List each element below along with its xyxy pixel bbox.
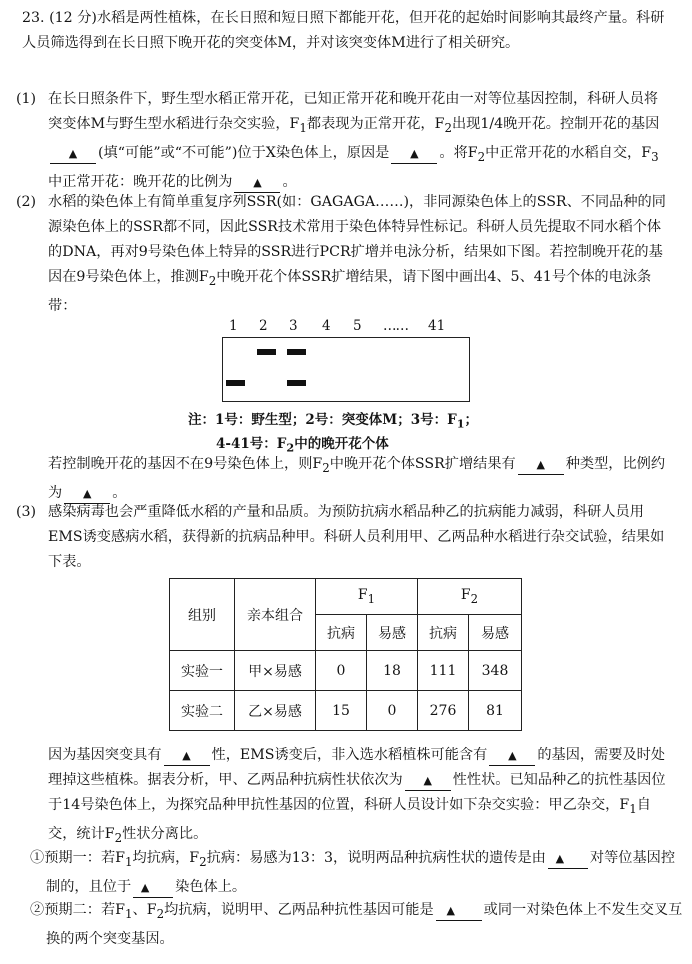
pred-text: ①预期一：若F xyxy=(30,850,125,866)
f2-text: F xyxy=(460,587,471,604)
pred-text: 均抗病，F xyxy=(132,850,200,866)
cell-group: 实验一 xyxy=(170,651,235,691)
pred-text: 或同一对染色体上不发生交叉互换的两个突变基因。 xyxy=(46,902,683,947)
header-f2-suscept: 易感 xyxy=(469,615,522,651)
subscript: 2 xyxy=(156,906,165,921)
part1-text: 都表现为正常开花，F xyxy=(306,116,445,132)
part1-text: 中正常开花的水稻自交，F xyxy=(485,144,652,161)
cell-group: 实验二 xyxy=(170,691,235,731)
cell-parents: 乙×易感 xyxy=(235,691,316,731)
table-row xyxy=(170,691,522,731)
part2-after-paragraph xyxy=(48,452,670,506)
note-text: 注：1号：野生型；2号：突变体M；3号：F xyxy=(188,412,457,428)
header-f1-suscept: 易感 xyxy=(367,615,418,651)
gel-band-lane3-lower xyxy=(287,380,306,386)
part1-text: 中正常开花：晚开花的比例为 xyxy=(48,173,233,190)
gel-band-lane3-upper xyxy=(287,349,306,355)
cell-f2-resist: 276 xyxy=(418,691,469,731)
cell-f1-suscept: 0 xyxy=(367,691,418,731)
part1-paragraph xyxy=(16,87,670,195)
blank-triangle-icon: ▲ xyxy=(253,175,262,189)
part3-text: 性，EMS诱变后，非入选水稻植株可能含有 xyxy=(211,747,488,763)
lane-label: 1 xyxy=(229,318,238,334)
blank-triangle-icon: ▲ xyxy=(82,486,92,500)
question-intro xyxy=(22,6,670,56)
header-f2 xyxy=(418,579,522,615)
subscript: 2 xyxy=(470,591,479,606)
part3-text: 的基因，需要及时处理掉这些植株。据表分析，甲、乙两品种抗病性状依次为 xyxy=(48,747,666,788)
note-text: 中的晚开花个体 xyxy=(294,435,389,452)
answer-blank[interactable] xyxy=(548,849,588,869)
answer-blank[interactable] xyxy=(133,878,173,898)
header-f1-resist: 抗病 xyxy=(316,615,367,651)
lane-label: 41 xyxy=(428,318,446,334)
subscript: 1 xyxy=(367,591,376,606)
part3-after-paragraph xyxy=(48,743,670,851)
part1-text: 出现1/4晚开花。控制开花的基因 xyxy=(451,116,660,132)
part2-text: 中晚开花个体SSR扩增结果，请下图中画出4、5、41号个体的电泳条带： xyxy=(48,269,652,314)
cell-parents: 甲×易感 xyxy=(235,651,316,691)
part1-label: (1) xyxy=(16,91,37,107)
gel-band-lane2 xyxy=(257,349,276,355)
part2-label: (2) xyxy=(16,194,37,210)
prediction-1 xyxy=(30,846,686,900)
lane-label: 4 xyxy=(322,318,331,334)
lane-label: …… xyxy=(383,318,408,334)
blank-triangle-icon: ▲ xyxy=(140,880,150,894)
cell-f1-resist: 0 xyxy=(316,651,367,691)
blank-triangle-icon: ▲ xyxy=(508,749,517,762)
header-parents: 亲本组合 xyxy=(235,579,316,651)
part2-text: 若控制晚开花的基因不在9号染色体上，则F xyxy=(48,456,323,472)
subscript: 1 xyxy=(124,906,133,921)
pred-text: 抗病：易感为13：3，说明两品种抗病性状的遗传是由 xyxy=(206,850,546,866)
part3-text: 性性状。已知品种乙的抗性基因位于14号染色体上，为探究品种甲抗性基因的位置，科研人员设计如下杂交实验：甲乙杂交，F xyxy=(48,772,666,813)
table-row xyxy=(170,651,522,691)
cell-f2-suscept: 348 xyxy=(469,651,522,691)
part2-text: 中晚开花个体SSR扩增结果有 xyxy=(329,456,516,472)
part1-text: 在长日照条件下，野生型水稻正常开花，已知正常开花和晚开花由一对等位基因控制，科研人员将突变体M与野生型水稻进行杂交实验，F xyxy=(48,91,659,132)
prediction-2 xyxy=(30,898,686,952)
lane-label: 5 xyxy=(353,318,362,334)
part1-text: (填“可能”或“不可能”)位于X染色体上，原因是 xyxy=(98,144,390,161)
header-f1 xyxy=(316,579,418,615)
gel-note-line1 xyxy=(188,410,568,434)
answer-blank[interactable] xyxy=(489,746,535,766)
pred-text: 对等位基因控制的，且位于 xyxy=(46,850,676,895)
electrophoresis-gel xyxy=(222,337,470,402)
cell-f1-suscept: 18 xyxy=(367,651,418,691)
answer-blank[interactable] xyxy=(405,771,451,791)
part1-text: 。 xyxy=(282,173,297,190)
blank-triangle-icon: ▲ xyxy=(423,774,432,787)
part2-text: 。 xyxy=(112,484,127,501)
header-f2-resist: 抗病 xyxy=(418,615,469,651)
part3-paragraph xyxy=(16,500,670,575)
answer-blank[interactable] xyxy=(50,144,96,164)
part3-text: 感染病毒也会严重降低水稻的产量和品质。为预防抗病水稻品种乙的抗病能力减弱，科研人员用EMS诱变感病水稻，获得新的抗病品种甲。科研人员利用甲、乙两品种水稻进行杂交试验，结果如下表。 xyxy=(48,504,665,570)
f1-text: F xyxy=(357,587,368,604)
header-group: 组别 xyxy=(170,579,235,651)
subscript: 1 xyxy=(124,854,133,869)
answer-blank[interactable] xyxy=(164,746,210,766)
part2-text: 水稻的染色体上有简单重复序列SSR(如：GAGAGA……)，非同源染色体上的SSR、不同品种的同源染色体上的SSR都不同，因此SSR技术常用于染色体特异性标记。科研人员先提取不同水稻个体的DNA，再对9号染色体上特异的SSR进行PCR扩增并电泳分析，结果如下图。若控制晚开花的基因在9号染色体上，推测F xyxy=(48,194,666,285)
blank-triangle-icon: ▲ xyxy=(536,458,545,471)
part3-label: (3) xyxy=(16,504,37,520)
subscript: 2 xyxy=(114,830,123,845)
pred-text: 染色体上。 xyxy=(175,878,247,895)
blank-triangle-icon: ▲ xyxy=(410,146,419,160)
part3-text: 性状分离比。 xyxy=(122,825,208,842)
subscript: 2 xyxy=(444,120,452,135)
part2-text: 种类型，比例约为 xyxy=(48,456,666,501)
cell-f2-resist: 111 xyxy=(418,651,469,691)
note-text: 4-41号：F xyxy=(216,435,287,452)
cell-f1-resist: 15 xyxy=(316,691,367,731)
gel-lane-labels xyxy=(222,318,472,338)
subscript: 2 xyxy=(322,460,330,475)
answer-blank[interactable] xyxy=(436,901,482,921)
subscript: 3 xyxy=(651,149,659,164)
lane-label: 3 xyxy=(289,318,298,334)
subscript: 2 xyxy=(477,149,486,164)
question-number: 23. xyxy=(22,10,45,26)
pred-text: 均抗病，说明甲、乙两品种抗性基因可能是 xyxy=(164,902,434,918)
gel-band-lane1 xyxy=(226,380,245,386)
subscript: 2 xyxy=(286,440,295,455)
answer-blank[interactable] xyxy=(518,455,564,475)
part1-text: 。将F xyxy=(439,144,478,161)
subscript: 2 xyxy=(199,854,207,869)
intro-text: (12 分)水稻是两性植株，在长日照和短日照下都能开花，但开花的起始时间影响其最终产量。科研人员筛选得到在长日照下晚开花的突变体M，并对该突变体M进行了相关研究。 xyxy=(22,10,665,51)
subscript: 1 xyxy=(629,801,637,816)
part3-text: 自交，统计F xyxy=(48,797,651,842)
blank-triangle-icon: ▲ xyxy=(446,904,455,917)
subscript: 1 xyxy=(299,120,307,135)
gel-note xyxy=(188,410,568,457)
lane-label: 2 xyxy=(259,318,268,334)
blank-triangle-icon: ▲ xyxy=(68,146,78,160)
cross-results-table xyxy=(169,578,522,731)
note-text: ； xyxy=(464,412,479,428)
answer-blank[interactable] xyxy=(391,144,437,164)
part2-paragraph xyxy=(16,190,670,319)
part3-text: 因为基因突变具有 xyxy=(48,747,162,763)
subscript: 2 xyxy=(208,273,217,288)
blank-triangle-icon: ▲ xyxy=(555,852,565,865)
pred-text: ②预期二：若F xyxy=(30,902,125,918)
subscript: 1 xyxy=(456,416,465,431)
cell-f2-suscept: 81 xyxy=(469,691,522,731)
pred-text: 、F xyxy=(132,902,157,918)
blank-triangle-icon: ▲ xyxy=(182,749,191,762)
